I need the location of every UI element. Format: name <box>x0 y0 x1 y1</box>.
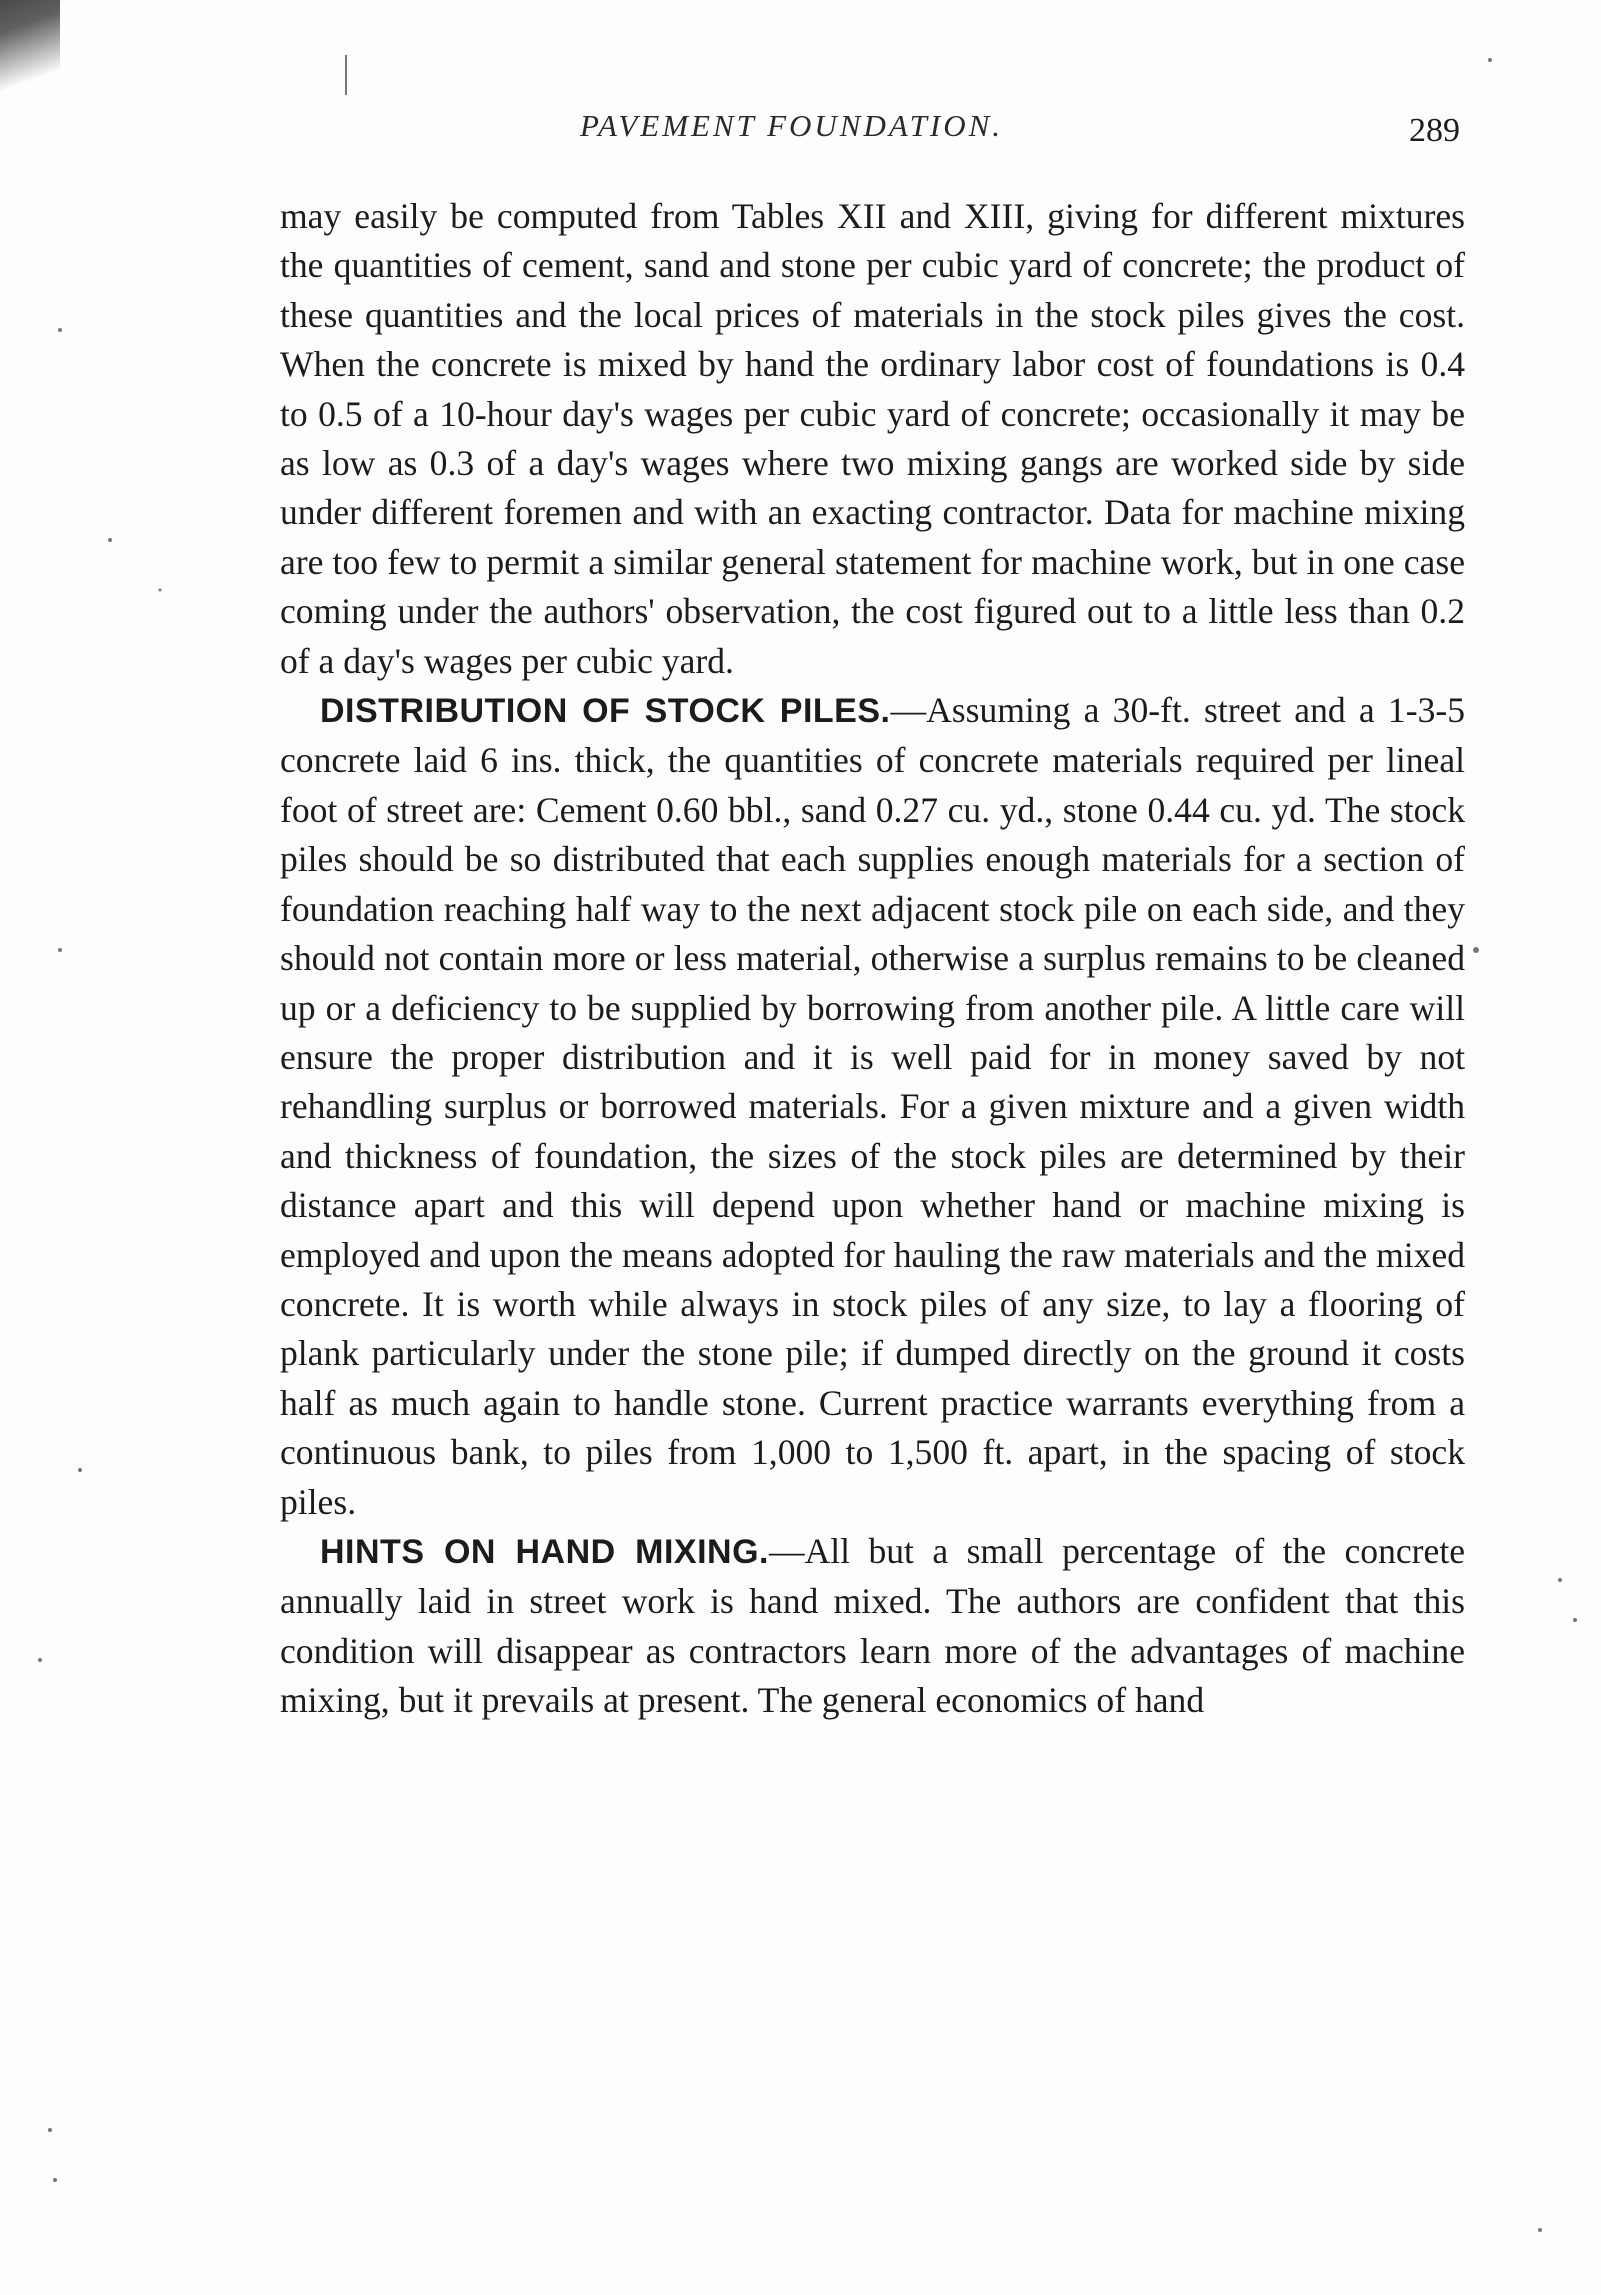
speck <box>1473 947 1479 953</box>
paragraph-cost-computation: may easily be computed from Tables XII and XIII, giving for different mixtures the quantities of cement, sand and stone per cubic yard of concrete; the product of these quantities and the local prices of materials in the stock piles gives the cost. When the concrete is mixed by hand the ordinary labor cost of foundations is 0.4 to 0.5 of a 10-hour day's wages per cubic yard of concrete; occasionally it may be as low as 0.3 of a day's wages where two mixing gangs are worked side by side under different foremen and with an exacting contractor. Data for machine mixing are too few to permit a similar general statement for machine work, but in one case coming under the authors' observation, the cost figured out to a little less than 0.2 of a day's wages per cubic yard. <box>280 196 1465 681</box>
scan-edge-shadow <box>0 0 60 110</box>
speck <box>58 948 62 952</box>
page-number: 289 <box>1409 112 1460 149</box>
speck <box>1488 58 1492 62</box>
section-heading-hand-mixing: HINTS ON HAND MIXING. <box>320 1532 769 1571</box>
speck <box>159 589 162 592</box>
paragraph-body-hand-mixing: —All but a small percentage of the concrete annually laid in street work is hand mixed. The authors are confident that this condition will disappear as contractors learn more of the advantages of machine mixing, but it prevails at present. The general economics of hand <box>280 1530 1465 1721</box>
section-heading-stock-piles: DISTRIBUTION OF STOCK PILES. <box>320 692 891 731</box>
paragraph-distribution-of-stock-piles <box>280 686 1465 1527</box>
speck <box>1558 1578 1562 1582</box>
speck <box>1538 2228 1542 2232</box>
running-head: PAVEMENT FOUNDATION. <box>580 108 1004 143</box>
paragraph-hints-on-hand-mixing <box>280 1527 1465 1726</box>
page-header <box>580 108 1460 158</box>
speck <box>345 55 347 95</box>
body-text <box>280 192 1465 1726</box>
speck <box>38 1658 42 1662</box>
speck <box>1573 1618 1577 1622</box>
speck <box>108 538 112 542</box>
speck <box>78 1468 82 1472</box>
paragraph-body-stock-piles: —Assuming a 30-ft. street and a 1-3-5 concrete laid 6 ins. thick, the quantities of concrete materials required per lineal foot of street are: Cement 0.60 bbl., sand 0.27 cu. yd., stone 0.44 cu. yd. The stock piles should be so distributed that each supplies enough materials for a section of foundation reaching half way to the next adjacent stock pile on each side, and they should not contain more or less material, otherwise a surplus remains to be cleaned up or a deficiency to be supplied by borrowing from another pile. A little care will ensure the proper distribution and it is well paid for in money saved by not rehandling surplus or borrowed materials. For a given mixture and a given width and thickness of foundation, the sizes of the stock piles are determined by their distance apart and this will depend upon whether hand or machine mixing is employed and upon the means adopted for hauling the raw materials and the mixed concrete. It is worth while always in stock piles of any size, to lay a flooring of plank particularly under the stone pile; if dumped directly on the ground it costs half as much again to handle stone. Current practice warrants everything from a continuous bank, to piles from 1,000 to 1,500 ft. apart, in the spacing of stock piles. <box>280 690 1465 1522</box>
speck <box>53 2178 57 2182</box>
speck <box>58 328 62 332</box>
speck <box>48 2128 52 2132</box>
